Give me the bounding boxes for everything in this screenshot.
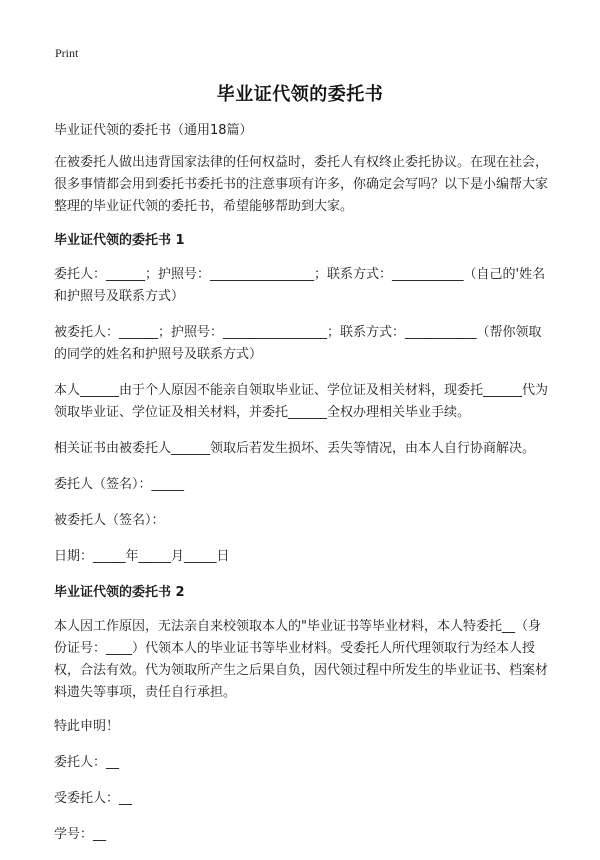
- section-2-heading: 毕业证代领的委托书 2: [54, 585, 185, 600]
- intro-paragraph: 在被委托人做出违背国家法律的任何权益时，委托人有权终止委托协议。在现在社会，很多事情都会用到委托书委托书的注意事项有许多，你确定会写吗？以下是小编帮大家整理的毕业证代领的委托书，希望能够帮助到大家。: [54, 155, 549, 214]
- student-id-line: 学号：__: [54, 827, 107, 842]
- declaration-line: 特此申明！: [54, 719, 120, 734]
- agent-signature-line: 被委托人（签名）：: [54, 513, 165, 528]
- page-title: 毕业证代领的委托书: [216, 84, 384, 105]
- section-1-heading: 毕业证代领的委托书 1: [54, 233, 185, 248]
- section-2-paragraph: 本人因工作原因，无法亲自来校领取本人的"毕业证书等毕业材料，本人特委托__（身份证号：____）代领本人的毕业证书等毕业材料。受委托人所代理领取行为经本人授权，合法有效。代为领取所产生之后果自负，因代领过程中所发生的毕业证书、档案材料遗失等事项，责任自行承担。: [54, 619, 549, 700]
- authorization-paragraph: 本人______由于个人原因不能亲自领取毕业证、学位证及相关材料，现委托______代为领取毕业证、学位证及相关材料，并委托______全权办理相关毕业手续。: [54, 383, 549, 420]
- liability-paragraph: 相关证书由被委托人______领取后若发生损坏、丢失等情况，由本人自行协商解决。: [54, 441, 536, 456]
- date-line: 日期：_____年_____月_____日: [54, 549, 230, 564]
- agent-line: 受委托人：__: [54, 791, 133, 806]
- principal-line: 委托人：__: [54, 755, 120, 770]
- document-body: [54, 120, 550, 860]
- agent-info-line: 被委托人：______；护照号：________________；联系方式：___________（帮你领取的同学的姓名和护照号及联系方式）: [54, 325, 542, 362]
- principal-info-line: 委托人：______；护照号：________________；联系方式：___________（自己的'姓名和护照号及联系方式）: [54, 267, 546, 304]
- document-subtitle: 毕业证代领的委托书（通用18篇）: [54, 123, 253, 138]
- principal-signature-line: 委托人（签名）：_____: [54, 477, 185, 492]
- print-label: Print: [55, 46, 79, 60]
